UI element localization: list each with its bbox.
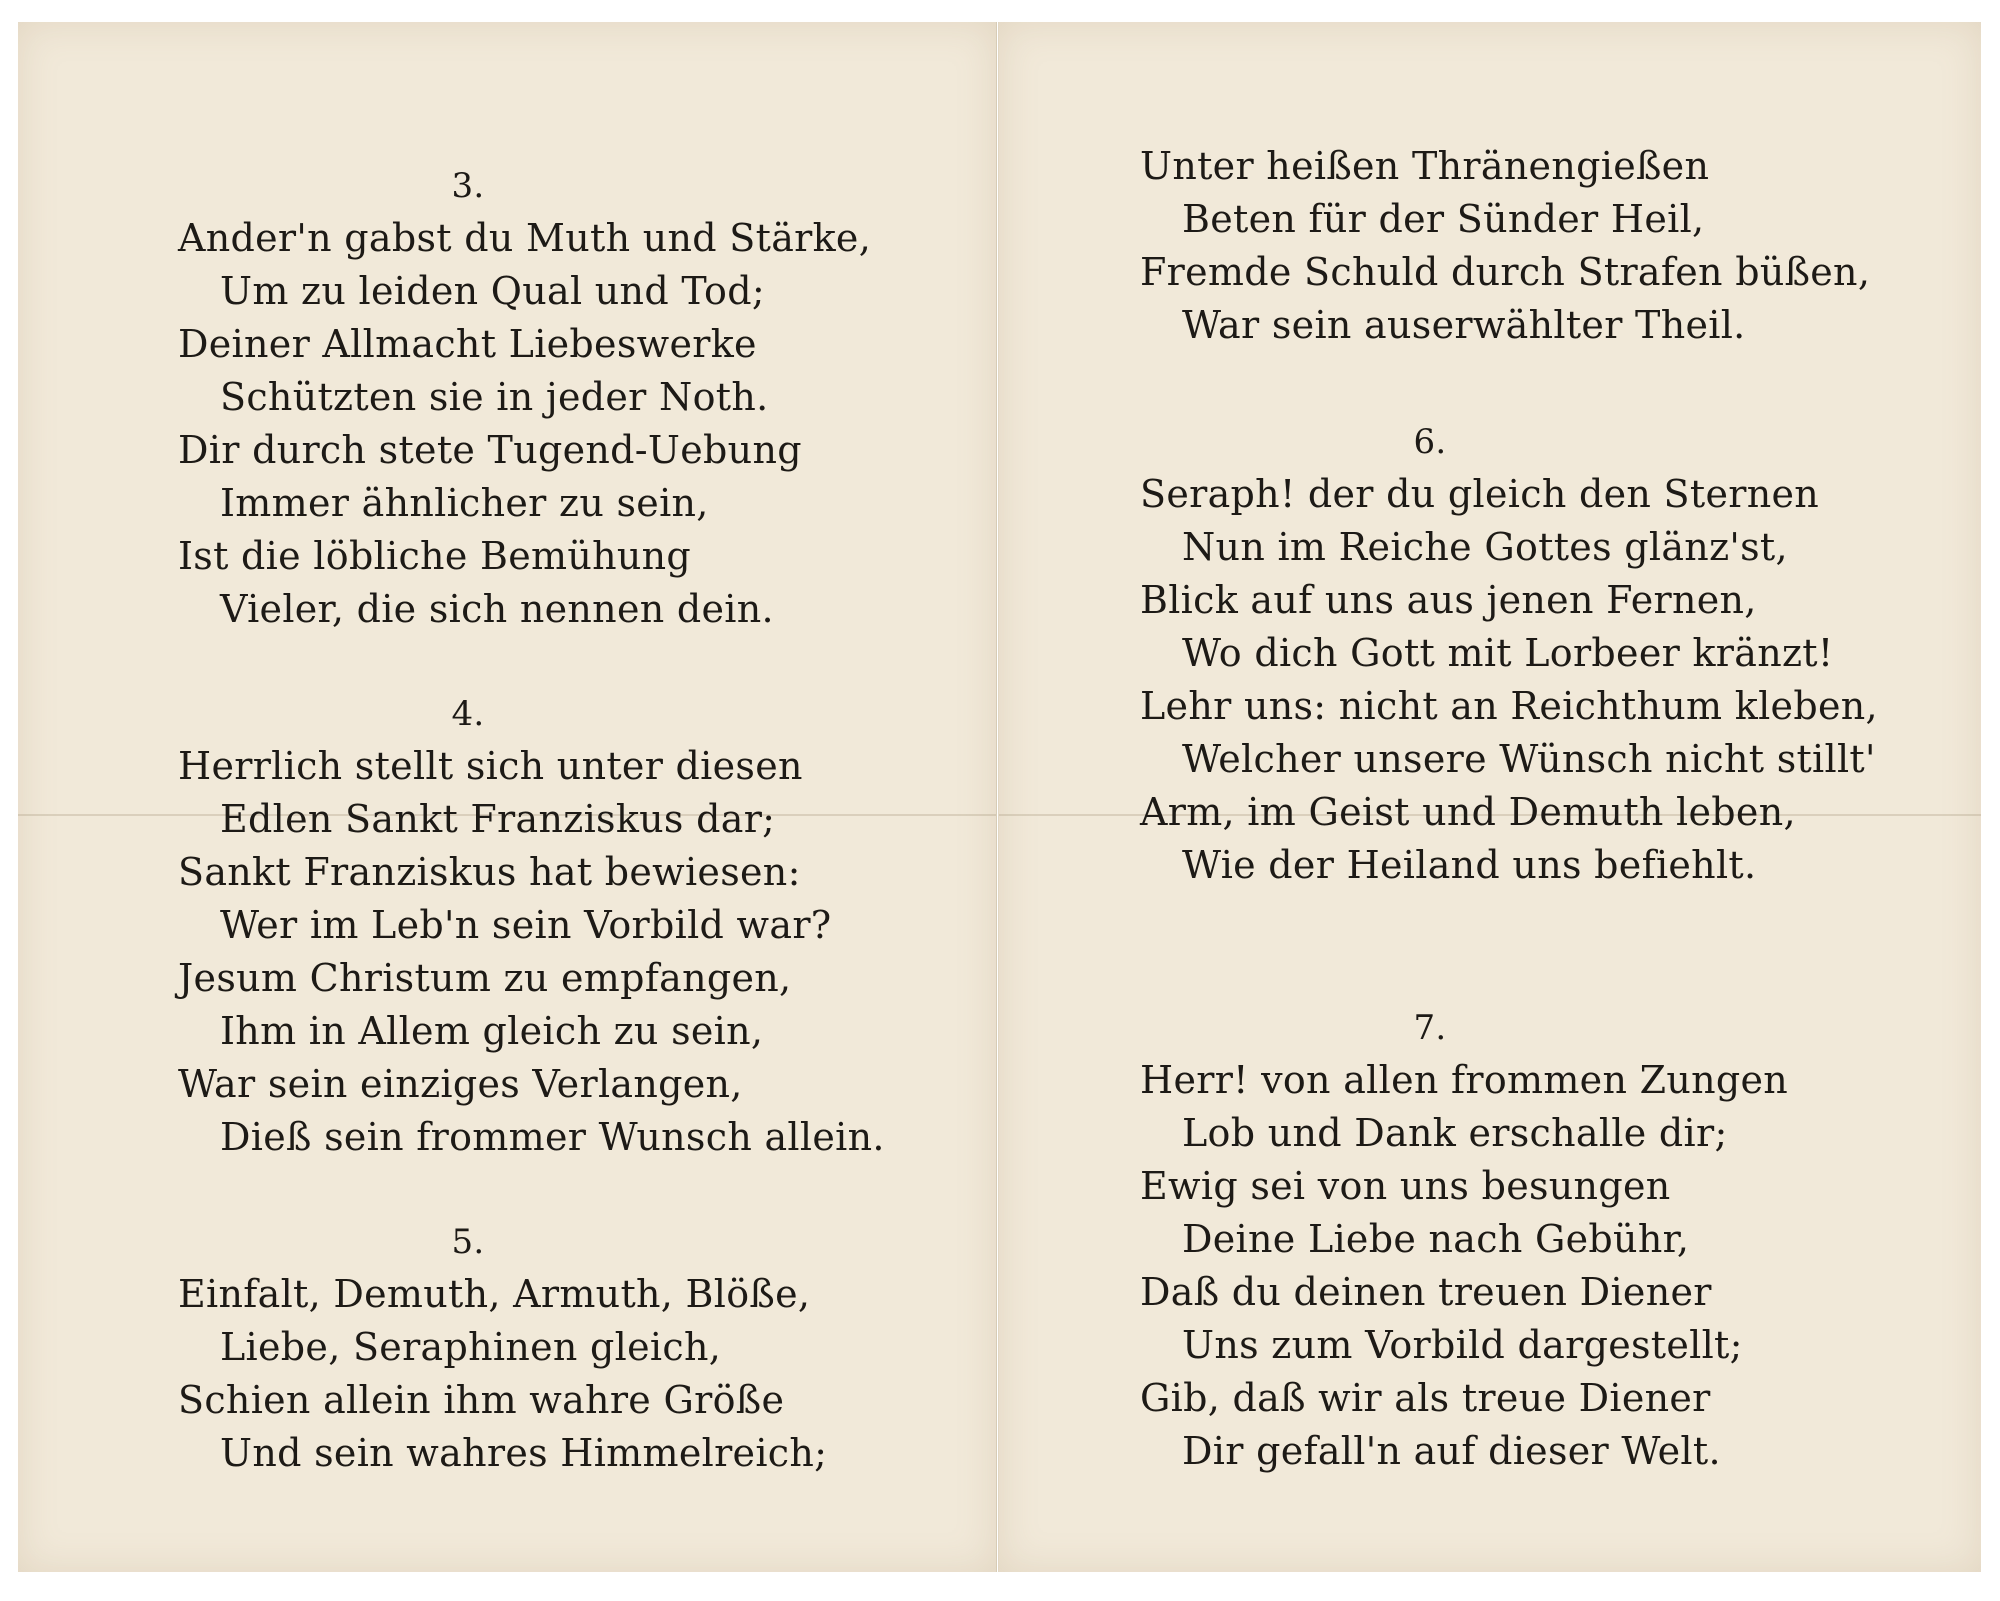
right-page-text — [1140, 140, 1900, 1478]
verse-line: Immer ähnlicher zu sein, — [220, 481, 709, 525]
verse-line: Sankt Franziskus hat bewiesen: — [178, 850, 801, 894]
verse-line: Blick auf uns aus jenen Fernen, — [1140, 578, 1757, 622]
stanza-number: 4. — [451, 694, 485, 734]
verse-line: War sein einziges Verlangen, — [178, 1062, 743, 1106]
stanza-5 — [178, 1216, 938, 1480]
verse-line: Schien allein ihm wahre Größe — [178, 1378, 785, 1422]
verse-line: Unter heißen Thränengießen — [1140, 144, 1710, 188]
verse-line: Daß du deinen treuen Diener — [1140, 1270, 1712, 1314]
verse-line: Beten für der Sünder Heil, — [1182, 197, 1705, 241]
verse-line: Einfalt, Demuth, Armuth, Blöße, — [178, 1272, 811, 1316]
verse-line: Uns zum Vorbild dargestellt; — [1182, 1323, 1743, 1367]
left-page-text — [178, 160, 938, 1480]
verse-line: Dir gefall'n auf dieser Welt. — [1182, 1429, 1721, 1473]
verse-line: Nun im Reiche Gottes glänz'st, — [1182, 525, 1788, 569]
stanza-5-continuation — [1140, 140, 1900, 352]
verse-line: Schützten sie in jeder Noth. — [220, 375, 769, 419]
stanza-3 — [178, 160, 938, 636]
verse-line: Vieler, die sich nennen dein. — [220, 587, 774, 631]
verse-line: Um zu leiden Qual und Tod; — [220, 269, 765, 313]
verse-line: Ihm in Allem gleich zu sein, — [220, 1009, 764, 1053]
verse-line: Gib, daß wir als treue Diener — [1140, 1376, 1711, 1420]
verse-line: Wer im Leb'n sein Vorbild war? — [220, 903, 832, 947]
stanza-6 — [1140, 416, 1900, 892]
stanza-4 — [178, 688, 938, 1164]
verse-line: Arm, im Geist und Demuth leben, — [1140, 790, 1796, 834]
verse-line: Deiner Allmacht Liebeswerke — [178, 322, 757, 366]
verse-line: Ist die löbliche Bemühung — [178, 534, 692, 578]
stanza-number: 7. — [1413, 1008, 1447, 1048]
verse-line: Seraph! der du gleich den Sternen — [1140, 472, 1820, 516]
stanza-7 — [1140, 1002, 1900, 1478]
verse-line: Und sein wahres Himmelreich; — [220, 1431, 828, 1475]
verse-line: Fremde Schuld durch Strafen büßen, — [1140, 250, 1871, 294]
verse-line: Dir durch stete Tugend-Uebung — [178, 428, 802, 472]
verse-line: War sein auserwählter Theil. — [1182, 303, 1746, 347]
verse-line: Deine Liebe nach Gebühr, — [1182, 1217, 1690, 1261]
verse-line: Ewig sei von uns besungen — [1140, 1164, 1671, 1208]
verse-line: Lehr uns: nicht an Reichthum kleben, — [1140, 684, 1878, 728]
verse-line: Lob und Dank erschalle dir; — [1182, 1111, 1728, 1155]
stanza-number: 6. — [1413, 422, 1447, 462]
verse-line: Edlen Sankt Franziskus dar; — [220, 797, 776, 841]
verse-line: Wo dich Gott mit Lorbeer kränzt! — [1182, 631, 1834, 675]
verse-line: Herr! von allen frommen Zungen — [1140, 1058, 1789, 1102]
stanza-number: 5. — [451, 1222, 485, 1262]
verse-line: Herrlich stellt sich unter diesen — [178, 744, 803, 788]
stanza-number: 3. — [451, 166, 485, 206]
verse-line: Ander'n gabst du Muth und Stärke, — [178, 216, 872, 260]
verse-line: Liebe, Seraphinen gleich, — [220, 1325, 722, 1369]
verse-line: Dieß sein frommer Wunsch allein. — [220, 1115, 885, 1159]
verse-line: Wie der Heiland uns befiehlt. — [1182, 843, 1757, 887]
verse-line: Jesum Christum zu empfangen, — [178, 956, 792, 1000]
verse-line: Welcher unsere Wünsch nicht stillt' — [1182, 737, 1876, 781]
